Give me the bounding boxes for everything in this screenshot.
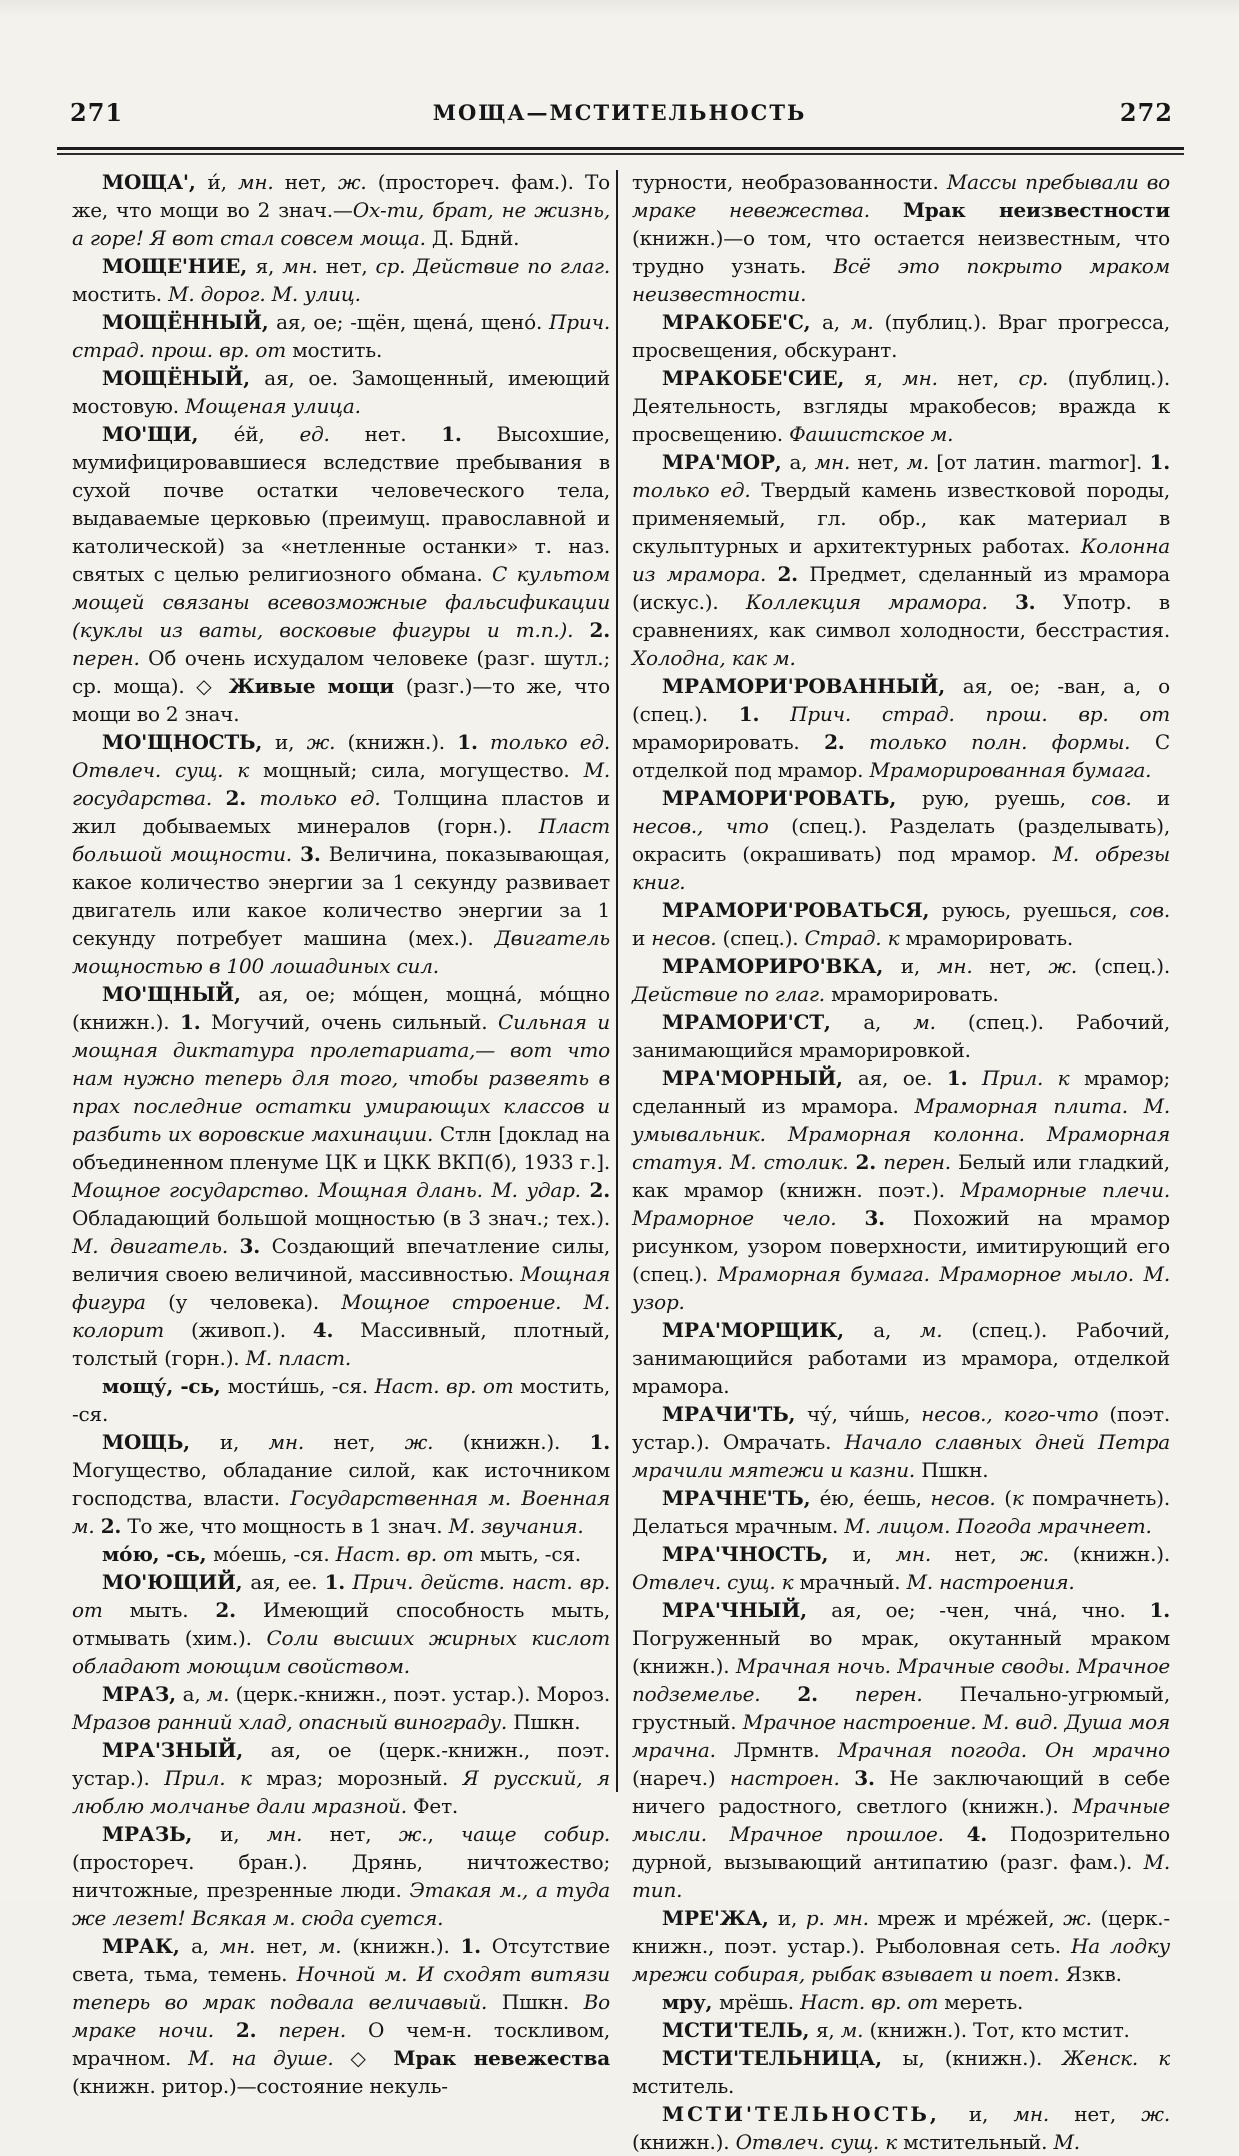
dictionary-entry: МРАК, а, мн. нет, м. (книжн.). 1. Отсутствие света, тьма, темень. Ночной м. И сходят витязи теперь во мрак подвала величавый. Пшкн. Во мраке ночи. 2. перен. О чем-н. тоскливом, мрачном. М. на душе. ◇ Мрак невежества (книжн. ритор.)—состояние некуль- [72,1934,610,2098]
column-divider [616,170,618,1792]
dictionary-entry: МО'ЮЩИЙ, ая, ее. 1. Прич. действ. наст. вр. от мыть. 2. Имеющий способность мыть, отмывать (хим.). Соли высших жирных кислот обладают моющим свойством. [72,1570,610,1678]
dictionary-entry: МРАМОРИ'СТ, а, м. (спец.). Рабочий, занимающийся мраморировкой. [632,1010,1170,1062]
dictionary-entry: МО'ЩИ, е́й, ед. нет. 1. Высохшие, мумифицировавшиеся вследствие пребывания в сухой почве остатки человеческого тела, выдаваемые церковью (преимущ. православной и католической) за «нетленные останки» т. наз. святых с целью религиозного обмана. С культом мощей связаны всевозможные фальсификации (куклы из ваты, восковые фигуры и т.п.). 2. перен. Об очень исхудалом человеке (разг. шутл.; ср. моща). ◇ Живые мощи (разг.)—то же, что мощи во 2 знач. [72,422,611,726]
dictionary-entry: мру, мрёшь. Наст. вр. от мереть. [662,1990,1024,2014]
page-number-left: 271 [70,98,124,127]
dictionary-entry: МРАКОБЕ'С, а, м. (публиц.). Враг прогресса, просвещения, обскурант. [632,310,1170,362]
dictionary-entry: МОЩЕ'НИЕ, я, мн. нет, ср. Действие по глаг. мостить. М. дорог. М. улиц. [72,254,610,306]
dictionary-entry: МРА'ЧНЫЙ, ая, ое; -чен, чна́, чно. 1. Погруженный во мрак, окутанный мраком (книжн.). Мрачная ночь. Мрачные своды. Мрачное подземелье. 2. перен. Печально-угрюмый, грустный. Мрачное настроение. М. вид. Душа моя мрачна. Лрмнтв. Мрачная погода. Он мрачно (нареч.) настроен. 3. Не заключающий в себе ничего радостного, светлого (книжн.). Мрачные мысли. Мрачное прошлое. 4. Подозрительно дурной, вызывающий антипатию (разг. фам.). М. тип. [632,1598,1170,1902]
dictionary-entry: МОЩА', и́, мн. нет, ж. (простореч. фам.). То же, что мощи во 2 знач.—Ох-ти, брат, не жизнь, а горе! Я вот стал совсем моща. Д. Бднй. [72,170,610,250]
dictionary-entry: МОЩЁНЫЙ, ая, ое. Замощенный, имеющий мостовую. Мощеная улица. [72,366,610,418]
dictionary-entry: МРАЧНЕ'ТЬ, е́ю, е́ешь, несов. (к помрачнеть). Делаться мрачным. М. лицом. Погода мрачнеет. [632,1486,1171,1538]
dictionary-entry: МРА'ЗНЫЙ, ая, ое (церк.-книжн., поэт. устар.). Прил. к мраз; морозный. Я русский, я люблю молчанье дали мразной. Фет. [72,1738,610,1818]
dictionary-entry: МО'ЩНОСТЬ, и, ж. (книжн.). 1. только ед. Отвлеч. сущ. к мощный; сила, могущество. М. государства. 2. только ед. Толщина пластов и жил добываемых минералов (горн.). Пласт большой мощности. 3. Величина, показывающая, какое количество энергии за 1 секунду развивает двигатель или какое количество энергии за 1 секунду потребует машина (мех.). Двигатель мощностью в 100 лошадиных сил. [72,730,610,978]
dictionary-entry: МРА'ЧНОСТЬ, и, мн. нет, ж. (книжн.). Отвлеч. сущ. к мрачный. М. настроения. [632,1542,1170,1594]
dictionary-entry: МРА'МОРЩИК, а, м. (спец.). Рабочий, занимающийся работами из мрамора, отделкой мрамора. [632,1318,1170,1398]
dictionary-entry: МРАЗ, а, м. (церк.-книжн., поэт. устар.). Мороз. Мразов ранний хлад, опасный винограду. Пшкн. [72,1682,610,1734]
header-rule-top [57,147,1184,150]
dictionary-entry: МО'ЩНЫЙ, ая, ое; мо́щен, мощна́, мо́щно (книжн.). 1. Могучий, очень сильный. Сильная и мощная диктатура пролетариата,— вот что нам нужно теперь для того, чтобы развеять в прах последние остатки умирающих классов и разбить их воровские махинации. Стлн [доклад на объединенном пленуме ЦК и ЦКК ВКП(б), 1933 г.]. Мощное государство. Мощная длань. М. удар. 2. Обладающий большой мощностью (в 3 знач.; тех.). М. двигатель. 3. Создающий впечатление силы, величия своею величиной, массивностью. Мощная фигура (у человека). Мощное строение. М. колорит (живоп.). 4. Массивный, плотный, толстый (горн.). М. пласт. [72,982,611,1370]
dictionary-entry: МСТИ'ТЕЛЬНОСТЬ, и, мн. нет, ж. (книжн.). Отвлеч. сущ. к мстительный. М. [632,2102,1170,2154]
column-left [72,168,610,2100]
dictionary-entry: МРАЧИ'ТЬ, чу́, чи́шь, несов., кого-что (поэт. устар.). Омрачать. Начало славных дней Петра мрачили мятежи и казни. Пшкн. [632,1402,1170,1482]
dictionary-entry: мо́ю, -сь, мо́ешь, -ся. Наст. вр. от мыть, -ся. [102,1542,581,1566]
dictionary-entry: МСТИ'ТЕЛЬНИЦА, ы, (книжн.). Женск. к мститель. [632,2046,1170,2098]
dictionary-entry: МСТИ'ТЕЛЬ, я, м. (книжн.). Тот, кто мстит. [662,2018,1130,2042]
dictionary-entry: МРАКОБЕ'СИЕ, я, мн. нет, ср. (публиц.). Деятельность, взгляды мракобесов; вражда к просвещению. Фашистское м. [632,366,1171,446]
page-number-right: 272 [1119,98,1173,127]
dictionary-entry: МРАМОРИ'РОВАННЫЙ, ая, ое; -ван, а, о (спец.). 1. Прич. страд. прош. вр. от мраморировать. 2. только полн. формы. С отделкой под мрамор. Мраморированная бумага. [632,674,1171,782]
dictionary-entry: МРА'МОРНЫЙ, ая, ое. 1. Прил. к мрамор; сделанный из мрамора. Мраморная плита. М. умывальник. Мраморная колонна. Мраморная статуя. М. столик. 2. перен. Белый или гладкий, как мрамор (книжн. поэт.). Мраморные плечи. Мраморное чело. 3. Похожий на мрамор рисунком, узором поверхности, имитирующий его (спец.). Мраморная бумага. Мраморное мыло. М. узор. [632,1066,1171,1314]
dictionary-entry: МРАЗЬ, и, мн. нет, ж., чаще собир. (простореч. бран.). Дрянь, ничтожество; ничтожные, презренные люди. Этакая м., а туда же лезет! Всякая м. сюда суется. [72,1822,610,1930]
running-head: МОЩА—МСТИТЕЛЬНОСТЬ [432,100,807,125]
dictionary-entry: МРАМОРИ'РОВАТЬ, рую, руешь, сов. и несов., что (спец.). Разделать (разделывать), окрасить (окрашивать) под мрамор. М. обрезы книг. [632,786,1171,894]
dictionary-entry: турности, необразованности. Массы пребывали во мраке невежества. Мрак неизвестности (книжн.)—о том, что остается неизвестным, что трудно узнать. Всё это покрыто мраком неизвестности. [632,170,1171,306]
header-rule-bottom [57,153,1184,155]
dictionary-entry: мощу́, -сь, мости́шь, -ся. Наст. вр. от мостить, -ся. [72,1374,610,1426]
dictionary-entry: МОЩЁННЫЙ, ая, ое; -щён, щена́, щено́. Прич. страд. прош. вр. от мостить. [72,310,610,362]
dictionary-entry: МРА'МОР, а, мн. нет, м. [от латин. marmor]. 1. только ед. Твердый камень известковой породы, применяемый, гл. обр., как материал в скульптурных и архитектурных работах. Колонна из мрамора. 2. Предмет, сделанный из мрамора (искус.). Коллекция мрамора. 3. Употр. в сравнениях, как символ холодности, бесстрастия. Холодна, как м. [632,450,1171,670]
dictionary-entry: МОЩЬ, и, мн. нет, ж. (книжн.). 1. Могущество, обладание силой, как источником господства, власти. Государственная м. Военная м. 2. То же, что мощность в 1 знач. М. звучания. [72,1430,610,1538]
dictionary-entry: МРАМОРИ'РОВАТЬСЯ, руюсь, руешься, сов. и несов. (спец.). Страд. к мраморировать. [632,898,1170,950]
dictionary-entry: МРЕ'ЖА, и, р. мн. мреж и мре́жей, ж. (церк.-книжн., поэт. устар.). Рыболовная сеть. На лодку мрежи собирая, рыбак взывает и поет. Язкв. [632,1906,1170,1986]
dictionary-entry: МРАМОРИРО'ВКА, и, мн. нет, ж. (спец.). Действие по глаг. мраморировать. [632,954,1170,1006]
column-right [632,168,1170,2156]
